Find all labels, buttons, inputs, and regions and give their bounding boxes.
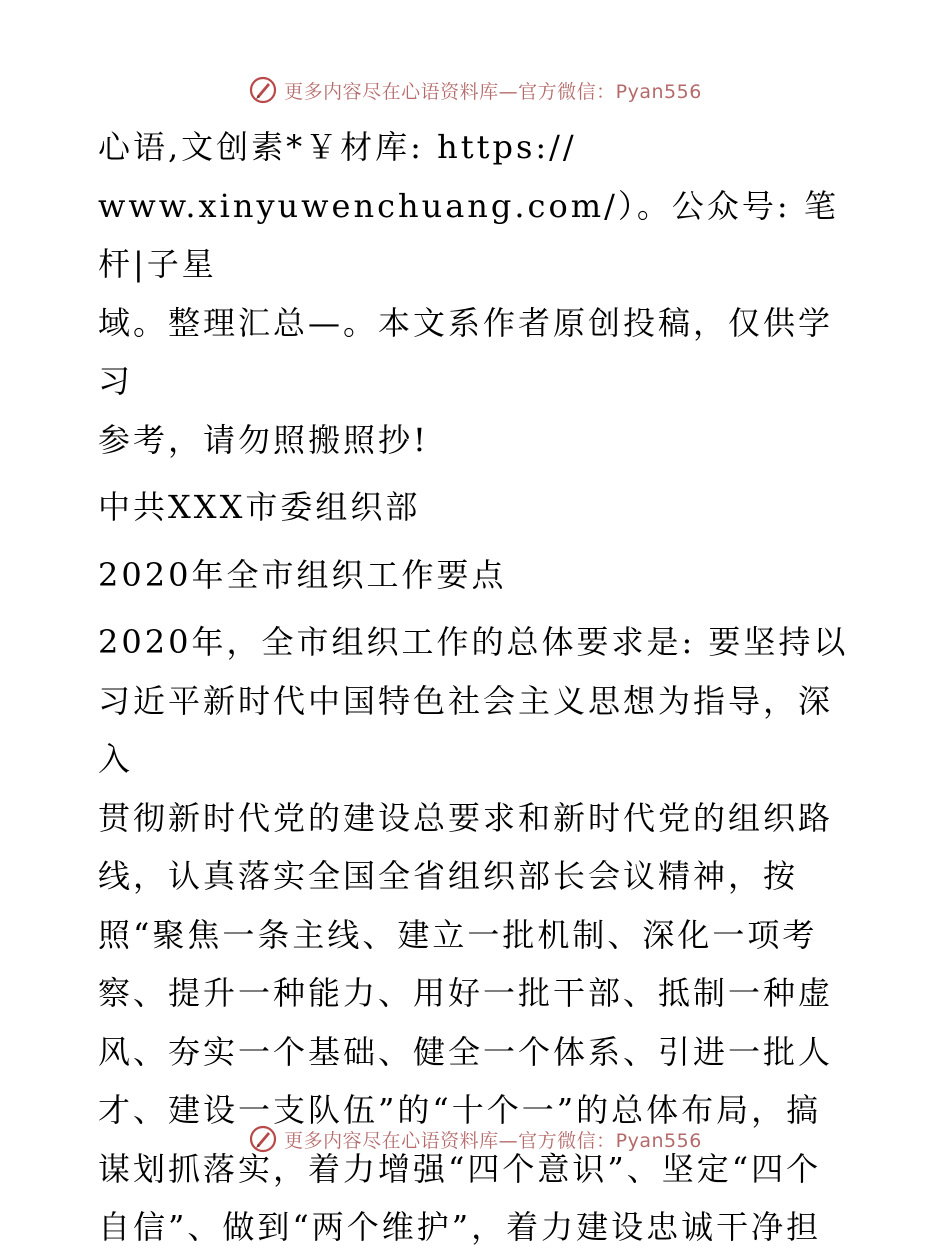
document-title bbox=[98, 546, 858, 605]
quill-pen-logo-icon bbox=[248, 1124, 278, 1154]
watermark-text: 更多内容尽在心语资料库—官方微信：Pyan556 bbox=[284, 1129, 702, 1152]
footer-watermark bbox=[0, 1121, 950, 1157]
document-body bbox=[98, 118, 858, 1257]
text-line: 2020年全市组织工作要点 bbox=[98, 555, 507, 594]
body-paragraph bbox=[98, 613, 858, 1257]
text-line: 风、夯实一个基础、健全一个体系、引进一批人 bbox=[98, 1032, 834, 1071]
text-line: 才、建设一支队伍”的“十个一”的总体布局，搞 bbox=[98, 1091, 822, 1129]
text-line: 域。整理汇总—。本文系作者原创投稿，仅供学习 bbox=[98, 303, 834, 400]
intro-paragraph bbox=[98, 118, 858, 469]
text-line: 谋划抓落实，着力增强“四个意识”、坚定“四个 bbox=[98, 1149, 822, 1188]
text-line: 2020年，全市组织工作的总体要求是: 要坚持以 bbox=[98, 623, 849, 661]
organization-line bbox=[98, 478, 858, 537]
quill-pen-logo-icon bbox=[248, 75, 278, 105]
text-line: 照“聚焦一条主线、建立一批机制、深化一项考 bbox=[98, 915, 818, 954]
text-line: 贯彻新时代党的建设总要求和新时代党的组织路 bbox=[98, 798, 834, 837]
text-line: www.xinyuwenchuang.com/）。公众号: 笔杆|子星 bbox=[98, 186, 839, 283]
text-line: 线，认真落实全国全省组织部长会议精神，按 bbox=[98, 857, 799, 895]
text-line: 参考，请勿照搬照抄! bbox=[98, 420, 429, 459]
text-line: 察、提升一种能力、用好一批干部、抵制一种虚 bbox=[98, 974, 834, 1012]
header-watermark bbox=[0, 72, 950, 108]
text-line: 习近平新时代中国特色社会主义思想为指导，深入 bbox=[98, 681, 834, 778]
text-line: 自信”、做到“两个维护”，着力建设忠诚干净担 bbox=[98, 1208, 822, 1246]
watermark-text: 更多内容尽在心语资料库—官方微信：Pyan556 bbox=[284, 80, 702, 103]
text-line: 心语,文创素*￥材库: https:// bbox=[98, 128, 577, 166]
text-line: 中共XXX市委组织部 bbox=[98, 488, 421, 526]
